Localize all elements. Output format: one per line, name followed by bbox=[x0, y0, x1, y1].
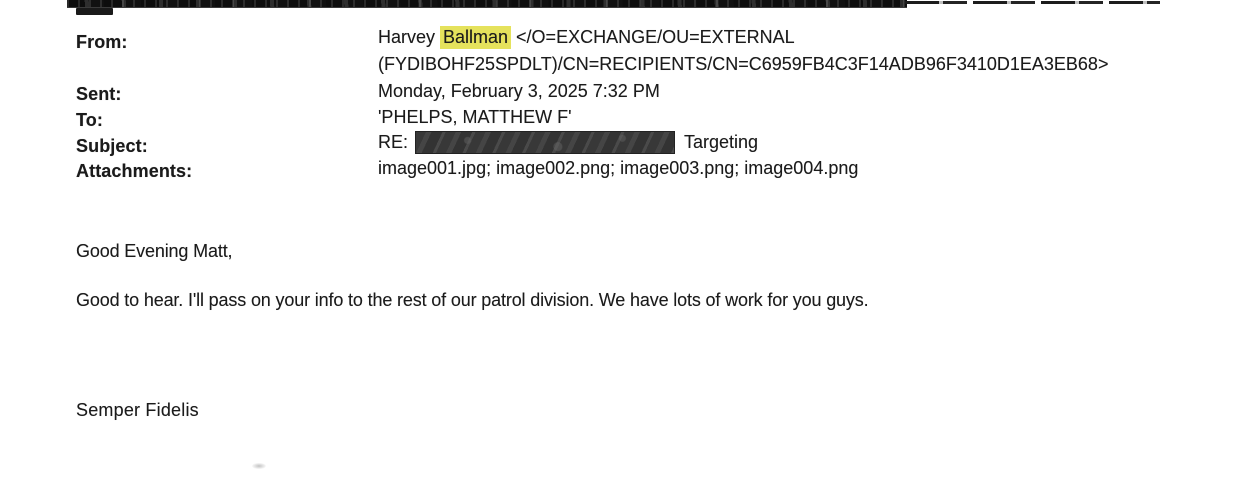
subject-prefix: RE: bbox=[378, 132, 409, 152]
body-greeting: Good Evening Matt, bbox=[76, 241, 233, 261]
to-label: To: bbox=[76, 110, 103, 130]
attachments-label: Attachments: bbox=[76, 161, 193, 181]
scan-artifact-blob bbox=[76, 8, 113, 15]
sent-label: Sent: bbox=[76, 84, 122, 104]
from-value-line2: (FYDIBOHF25SPDLT)/CN=RECIPIENTS/CN=C6959FB4C3F14ADB96F3410D1EA3EB68> bbox=[378, 54, 1109, 74]
from-label: From: bbox=[76, 32, 128, 52]
subject-label: Subject: bbox=[76, 136, 148, 156]
body-message: Good to hear. I'll pass on your info to the rest of our patrol division. We have lots of work for you guys. bbox=[76, 290, 869, 310]
subject-value bbox=[378, 131, 758, 154]
from-name-prefix: Harvey bbox=[378, 27, 441, 47]
from-address-part: </O=EXCHANGE/OU=EXTERNAL bbox=[511, 27, 795, 47]
subject-suffix: Targeting bbox=[684, 132, 759, 152]
attachments-value: image001.jpg; image002.png; image003.png; image004.png bbox=[378, 158, 859, 178]
scan-artifact-bar-thin bbox=[905, 1, 1160, 4]
redaction-box bbox=[415, 131, 675, 154]
from-name-highlighted: Ballman bbox=[440, 26, 511, 49]
scan-artifact-bar bbox=[67, 0, 907, 8]
from-value-line1 bbox=[378, 27, 795, 48]
body-signoff: Semper Fidelis bbox=[76, 400, 199, 420]
to-value: 'PHELPS, MATTHEW F' bbox=[378, 107, 572, 127]
sent-value: Monday, February 3, 2025 7:32 PM bbox=[378, 81, 660, 101]
scan-smudge bbox=[252, 463, 266, 469]
